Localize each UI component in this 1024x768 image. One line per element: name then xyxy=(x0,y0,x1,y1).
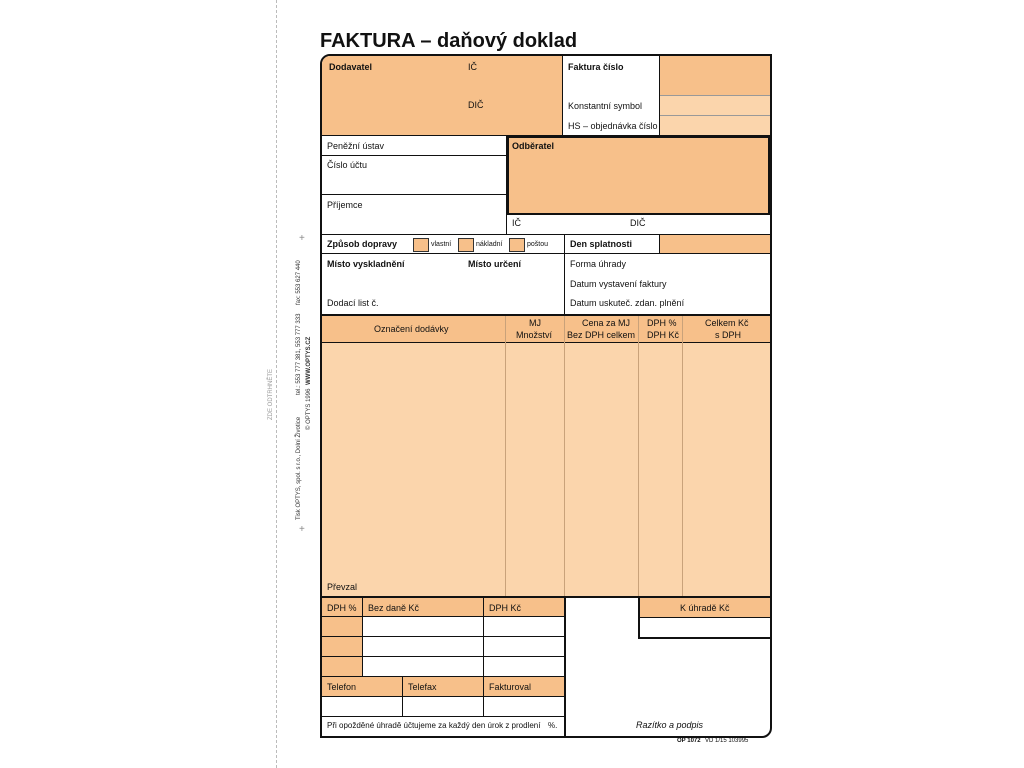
col-unit-header: MJ xyxy=(529,318,541,328)
printer-text: Tisk OPTYS, spol. s r.o., Dolní Životice xyxy=(296,416,302,520)
delivery-note-label: Dodací list č. xyxy=(327,298,379,308)
items-body[interactable] xyxy=(322,342,770,596)
vat-summary-header xyxy=(322,598,564,616)
phone-label: Telefon xyxy=(327,682,357,692)
col-vat-rate-header: DPH % xyxy=(647,318,677,328)
due-date-label: Den splatnosti xyxy=(570,239,633,249)
transport-own-label: vlastní xyxy=(431,241,452,248)
transport-freight-label: nákladní xyxy=(476,241,503,248)
stamp-signature-label: Razítko a podpis xyxy=(636,720,704,730)
supplier-ic-label: IČ xyxy=(468,62,477,72)
perforation-line xyxy=(276,0,277,768)
col-vat-amount-header: DPH Kč xyxy=(647,330,680,340)
vat-base-header: Bez daně Kč xyxy=(368,603,420,613)
transport-label: Způsob dopravy xyxy=(327,239,398,249)
const-symbol-label: Konstantní symbol xyxy=(568,101,643,111)
customer-label: Odběratel xyxy=(512,141,555,151)
transport-post-label: poštou xyxy=(527,241,549,248)
amount-due-label: K úhradě Kč xyxy=(680,603,730,613)
invoice-number-label: Faktura číslo xyxy=(568,62,624,72)
tax-date-label: Datum uskuteč. zdan. plnění xyxy=(570,298,685,308)
col-total-header: Celkem Kč xyxy=(705,318,749,328)
late-payment-note: Při opožděné úhradě účtujeme za každý den úrok z prodlení xyxy=(327,721,541,730)
order-number-label: HS – objednávka číslo xyxy=(568,121,658,131)
col-description-header: Označení dodávky xyxy=(374,324,449,334)
destination-label: Místo určení xyxy=(468,259,522,269)
issue-date-label: Datum vystavení faktury xyxy=(570,279,667,289)
const-symbol-field[interactable] xyxy=(660,96,770,115)
warehouse-label: Místo vyskladnění xyxy=(327,259,405,269)
customer-dic-label: DIČ xyxy=(630,218,646,228)
transport-own-checkbox[interactable] xyxy=(413,238,429,252)
col-total-vat-header: s DPH xyxy=(715,330,742,340)
transport-post-checkbox[interactable] xyxy=(509,238,525,252)
fax-label: Telefax xyxy=(408,682,437,692)
form-code: OP 1072 xyxy=(677,738,701,744)
invoice-form xyxy=(320,54,772,738)
transport-freight-checkbox[interactable] xyxy=(458,238,474,252)
col-quantity-header: Množství xyxy=(516,330,553,340)
bank-label: Peněžní ústav xyxy=(327,141,385,151)
order-number-field[interactable] xyxy=(660,116,770,135)
recipient-label: Příjemce xyxy=(327,200,363,210)
customer-ic-label: IČ xyxy=(512,218,521,228)
fax-text: fax: 553 627 440 xyxy=(296,260,302,305)
received-by-label: Převzal xyxy=(327,582,358,592)
vat-rate-cells[interactable] xyxy=(322,616,362,676)
due-date-field[interactable] xyxy=(660,235,770,253)
website-text: WWW.OPTYS.CZ xyxy=(306,336,312,385)
col-price-header: Cena za MJ xyxy=(582,318,631,328)
percent-label: %. xyxy=(548,721,558,730)
tear-here-text: ZDE ODTRHNĚTE xyxy=(268,369,274,420)
invoice-number-field[interactable] xyxy=(660,56,770,95)
vat-rate-header: DPH % xyxy=(327,603,357,613)
phones-text: tel.: 553 777 381, 553 777 333 xyxy=(296,313,302,395)
supplier-label: Dodavatel xyxy=(329,62,373,72)
account-label: Číslo účtu xyxy=(327,160,368,170)
plus-mark-top: + xyxy=(299,233,305,244)
document-title: FAKTURA – daňový doklad xyxy=(320,30,578,52)
payment-form-label: Forma úhrady xyxy=(570,259,627,269)
supplier-dic-label: DIČ xyxy=(468,100,484,110)
vat-amount-header: DPH Kč xyxy=(489,603,522,613)
form-version: VD 1/15 103995 xyxy=(705,738,749,744)
invoiced-by-label: Fakturoval xyxy=(489,682,532,692)
plus-mark-bottom: + xyxy=(299,524,305,535)
col-net-total-header: Bez DPH celkem xyxy=(567,330,636,340)
amount-due-field[interactable] xyxy=(640,618,770,637)
copyright-text: © OPTYS 1996 xyxy=(306,388,312,430)
